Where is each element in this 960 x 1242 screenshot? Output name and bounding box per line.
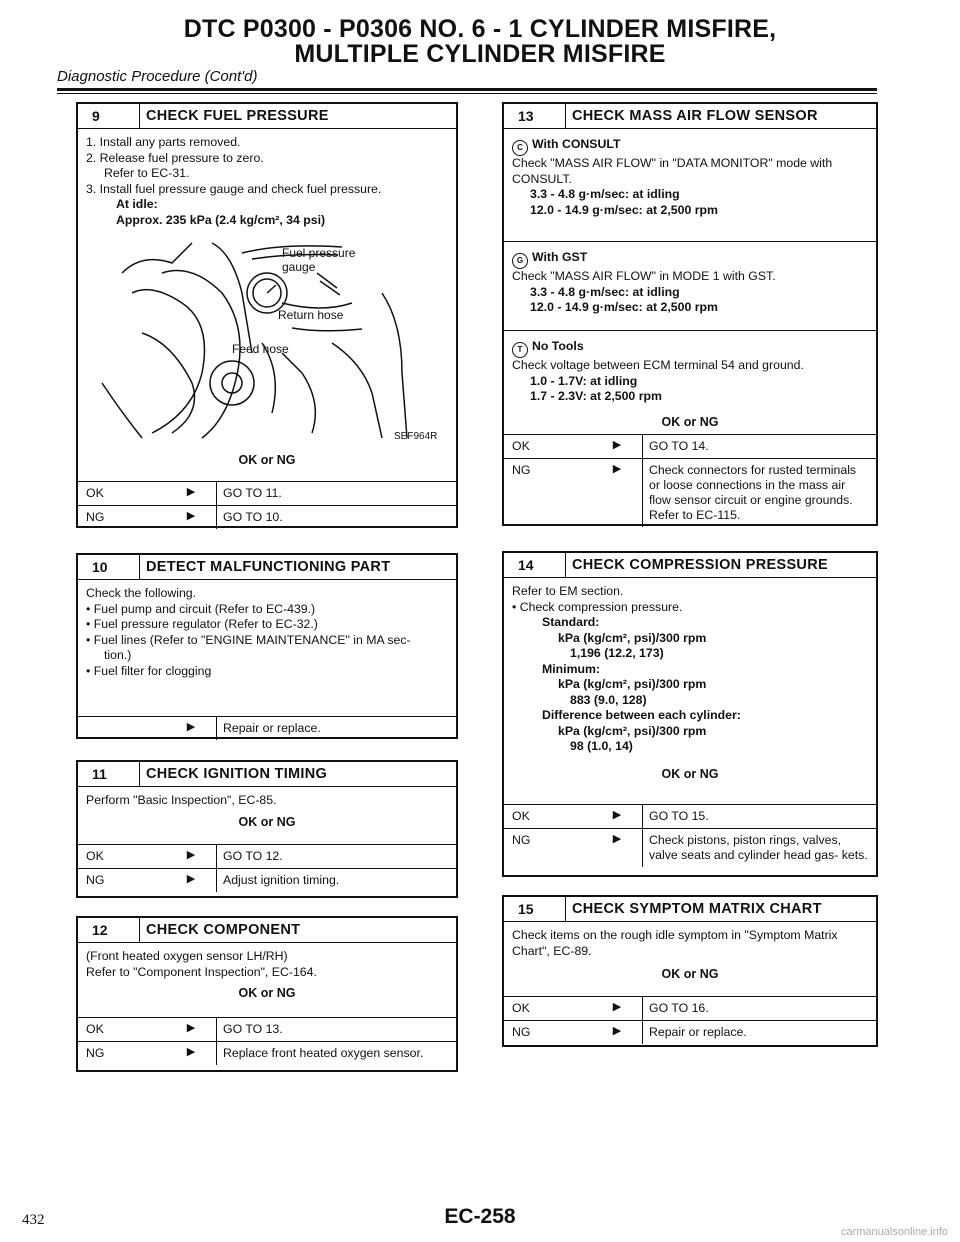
- result-row-ok: [78, 1017, 456, 1041]
- step-box-12: [76, 916, 458, 1072]
- spec-value: Approx. 235 kPa (2.4 kg/cm², 34 psi): [116, 212, 326, 227]
- spec-label: Standard:: [542, 615, 600, 629]
- step-line: • Fuel filter for clogging: [86, 663, 212, 678]
- step-line: Refer to EM section.: [512, 584, 624, 598]
- result-action: GO TO 11.: [216, 482, 456, 505]
- step-number: 10: [78, 555, 140, 579]
- result-label: OK: [512, 809, 530, 823]
- result-label: NG: [86, 510, 105, 524]
- step-title: CHECK FUEL PRESSURE: [146, 108, 329, 124]
- ok-or-ng-label: OK or NG: [661, 967, 719, 981]
- spec-value: 12.0 - 14.9 g·m/sec: at 2,500 rpm: [530, 202, 718, 217]
- step-number: 11: [78, 762, 140, 786]
- arrow-icon: ▶: [186, 486, 196, 498]
- section-page-number: EC-258: [444, 1205, 516, 1228]
- arrow-icon: ▶: [186, 721, 196, 733]
- step-title: DETECT MALFUNCTIONING PART: [146, 559, 391, 575]
- figure-label-feed-hose: Feed hose: [232, 342, 289, 356]
- result-row-ok: [78, 481, 456, 505]
- step-line: Perform "Basic Inspection", EC-85.: [86, 793, 277, 807]
- step-box-11: [76, 760, 458, 898]
- result-action: GO TO 12.: [216, 845, 456, 868]
- step-number: 15: [504, 897, 566, 921]
- arrow-icon: ▶: [612, 439, 622, 451]
- arrow-icon: ▶: [186, 1046, 196, 1058]
- result-label: NG: [512, 1025, 531, 1039]
- spec-value: 1.0 - 1.7V: at idling: [530, 373, 638, 388]
- step-title: CHECK COMPONENT: [146, 922, 301, 938]
- step-number: 13: [504, 104, 566, 128]
- figure-label-fuel-pressure: Fuel pressure: [282, 246, 356, 260]
- arrow-icon: ▶: [186, 873, 196, 885]
- step-number: 14: [504, 553, 566, 577]
- step-line: tion.): [104, 648, 132, 662]
- result-action: GO TO 10.: [216, 506, 456, 529]
- mode-heading: No Tools: [532, 339, 584, 353]
- result-row: [78, 716, 456, 740]
- step-box-13: [502, 102, 878, 526]
- step-line: Refer to EC-31.: [104, 166, 190, 180]
- step-line: Chart", EC-89.: [512, 943, 592, 958]
- figure-label-return-hose: Return hose: [278, 308, 344, 322]
- mode-heading: With GST: [532, 250, 588, 264]
- result-action: GO TO 13.: [216, 1018, 456, 1041]
- result-action: GO TO 16.: [642, 997, 876, 1020]
- result-label: [78, 717, 166, 740]
- step-line: 2. Release fuel pressure to zero.: [86, 150, 264, 165]
- ok-or-ng-label: OK or NG: [238, 453, 296, 467]
- ok-or-ng-label: OK or NG: [238, 814, 296, 829]
- spec-value: 12.0 - 14.9 g·m/sec: at 2,500 rpm: [530, 300, 718, 314]
- spec-value: 3.3 - 4.8 g·m/sec: at idling: [530, 284, 680, 299]
- gst-icon: G: [512, 253, 528, 269]
- mode-heading: With CONSULT: [532, 137, 621, 151]
- result-row-ng: [78, 505, 456, 529]
- step-box-14: [502, 551, 878, 877]
- result-action: GO TO 15.: [642, 805, 876, 828]
- result-action: Replace front heated oxygen sensor.: [216, 1042, 456, 1065]
- step-title: CHECK COMPRESSION PRESSURE: [572, 557, 828, 573]
- result-label: NG: [86, 1046, 105, 1060]
- result-row-ng: [504, 828, 876, 867]
- page-title-line2: MULTIPLE CYLINDER MISFIRE: [294, 40, 666, 68]
- page-subtitle: Diagnostic Procedure (Cont'd): [57, 68, 258, 85]
- step-line: • Fuel lines (Refer to "ENGINE MAINTENANCE" in MA sec-: [86, 632, 411, 647]
- result-row-ok: [504, 996, 876, 1020]
- step-line: • Fuel pressure regulator (Refer to EC-32.): [86, 617, 318, 631]
- step-box-10: [76, 553, 458, 739]
- result-action: Check pistons, piston rings, valves, valve seats and cylinder head gas- kets.: [642, 829, 876, 867]
- spec-unit: kPa (kg/cm², psi)/300 rpm: [558, 723, 707, 738]
- arrow-icon: ▶: [186, 849, 196, 861]
- result-action: Check connectors for rusted terminals or loose connections in the mass air flow sensor circuit or engine grounds. Refer to EC-115.: [642, 459, 876, 527]
- step-line: Check voltage between ECM terminal 54 and ground.: [512, 358, 804, 372]
- spec-value: 98 (1.0, 14): [570, 739, 633, 753]
- step-line: (Front heated oxygen sensor LH/RH): [86, 949, 288, 963]
- result-action: Repair or replace.: [216, 717, 456, 740]
- header-rule: [57, 88, 877, 91]
- spec-label: At idle:: [116, 197, 158, 211]
- no-tools-icon: T: [512, 342, 528, 358]
- step-line: CONSULT.: [512, 171, 572, 186]
- step-title: CHECK MASS AIR FLOW SENSOR: [572, 108, 818, 124]
- arrow-icon: ▶: [186, 1022, 196, 1034]
- result-row-ok: [504, 804, 876, 828]
- result-row-ok: [504, 434, 876, 458]
- ok-or-ng-label: OK or NG: [661, 766, 719, 781]
- spec-value: 1,196 (12.2, 173): [570, 646, 664, 660]
- ok-or-ng-label: OK or NG: [238, 986, 296, 1000]
- spec-label: Minimum:: [542, 661, 601, 676]
- step-number: 9: [78, 104, 140, 128]
- step-line: 3. Install fuel pressure gauge and check fuel pressure.: [86, 181, 382, 196]
- step-line: • Check compression pressure.: [512, 599, 683, 614]
- step-box-9: [76, 102, 458, 528]
- result-row-ng: [78, 1041, 456, 1065]
- result-label: OK: [86, 486, 104, 500]
- result-action: GO TO 14.: [642, 435, 876, 458]
- step-line: Check "MASS AIR FLOW" in "DATA MONITOR" mode with: [512, 156, 833, 170]
- result-row-ng: [504, 1020, 876, 1044]
- result-label: NG: [512, 463, 531, 477]
- arrow-icon: ▶: [186, 510, 196, 522]
- spec-value: 1.7 - 2.3V: at 2,500 rpm: [530, 389, 662, 403]
- ok-or-ng-label: OK or NG: [661, 414, 719, 429]
- result-label: OK: [512, 439, 530, 453]
- page-title-line1: DTC P0300 - P0306 NO. 6 - 1 CYLINDER MISFIRE,: [183, 15, 777, 43]
- result-row-ng: [78, 868, 456, 892]
- result-label: NG: [512, 833, 531, 847]
- result-action: Repair or replace.: [642, 1021, 876, 1044]
- figure-code: SEF964R: [394, 431, 438, 442]
- step-title: CHECK IGNITION TIMING: [146, 766, 328, 782]
- arrow-icon: ▶: [612, 463, 622, 475]
- fuel-pressure-gauge-illustration: [82, 233, 448, 445]
- step-title: CHECK SYMPTOM MATRIX CHART: [572, 901, 822, 917]
- spec-unit: kPa (kg/cm², psi)/300 rpm: [558, 677, 707, 691]
- header-rule-thin: [57, 93, 877, 94]
- step-line: 1. Install any parts removed.: [86, 135, 241, 149]
- result-label: OK: [86, 849, 104, 863]
- spec-unit: kPa (kg/cm², psi)/300 rpm: [558, 630, 707, 645]
- step-line: Check the following.: [86, 586, 197, 600]
- step-line: Check items on the rough idle symptom in "Symptom Matrix: [512, 928, 838, 942]
- consult-icon: C: [512, 140, 528, 156]
- result-label: OK: [512, 1001, 530, 1015]
- page-number: 432: [22, 1212, 45, 1228]
- result-label: OK: [86, 1022, 104, 1036]
- arrow-icon: ▶: [612, 1025, 622, 1037]
- result-row-ng: [504, 458, 876, 527]
- spec-value: 3.3 - 4.8 g·m/sec: at idling: [530, 187, 680, 201]
- step-number: 12: [78, 918, 140, 942]
- step-box-15: [502, 895, 878, 1047]
- spec-value: 883 (9.0, 128): [570, 692, 647, 707]
- arrow-icon: ▶: [612, 833, 622, 845]
- step-line: • Fuel pump and circuit (Refer to EC-439.): [86, 601, 316, 616]
- step-line: Check "MASS AIR FLOW" in MODE 1 with GST.: [512, 269, 776, 283]
- step-line: Refer to "Component Inspection", EC-164.: [86, 964, 317, 979]
- result-row-ok: [78, 844, 456, 868]
- result-label: NG: [86, 873, 105, 887]
- watermark: carmanualsonline.info: [840, 1226, 948, 1238]
- figure-label-gauge: gauge: [282, 260, 316, 274]
- arrow-icon: ▶: [612, 1001, 622, 1013]
- arrow-icon: ▶: [612, 809, 622, 821]
- result-action: Adjust ignition timing.: [216, 869, 456, 892]
- spec-label: Difference between each cylinder:: [542, 708, 741, 722]
